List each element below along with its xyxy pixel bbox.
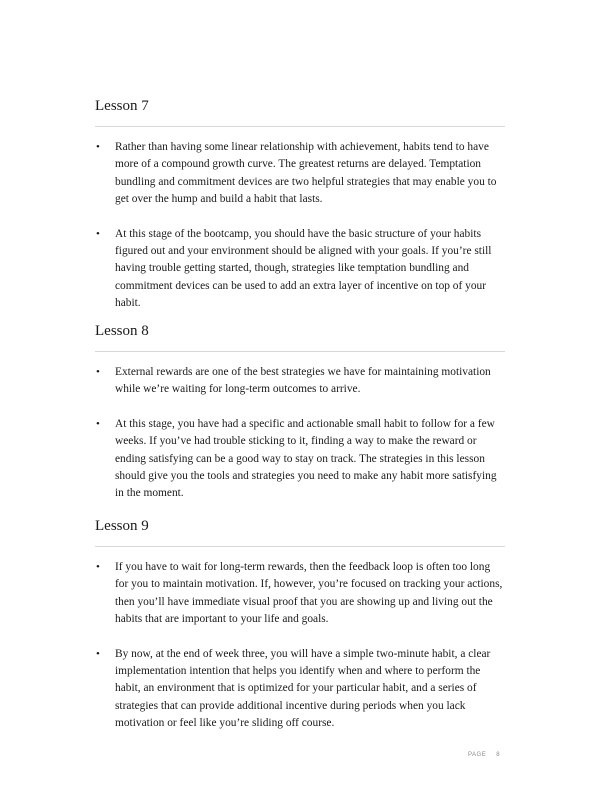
lesson-title: Lesson 7 xyxy=(95,98,149,114)
bullet-text: At this stage of the bootcamp, you should have the basic structure of your habits figured out and your environment should be aligned with your goals. If you’re still having trouble getting started, though, strategies like temptation bundling and commitment devices can be used to add an extra layer of incentive on top of your habit. xyxy=(115,227,492,310)
bullet-list xyxy=(95,364,505,503)
bullet-icon: • xyxy=(96,141,100,153)
bullet-text: By now, at the end of week three, you will have a simple two-minute habit, a clear implementation intention that helps you identify when and where to perform the habit, an environment that is optimized for your particular habit, and a series of strategies that can provide additional incentive during periods when you lack motivation or feel like you’re sliding off course. xyxy=(115,647,491,730)
section-divider xyxy=(95,351,505,352)
bullet-icon: • xyxy=(96,366,100,378)
bullet-item xyxy=(95,139,505,209)
bullet-icon: • xyxy=(96,227,100,240)
bullet-item xyxy=(95,559,505,629)
bullet-list xyxy=(95,559,505,733)
bullet-icon: • xyxy=(96,417,100,430)
page-number: 8 xyxy=(496,752,501,758)
bullet-item xyxy=(95,646,505,733)
page-footer xyxy=(468,752,500,758)
bullet-icon: • xyxy=(96,561,100,573)
lesson-title: Lesson 8 xyxy=(95,323,149,339)
bullet-text: If you have to wait for long-term rewards, then the feedback loop is often too long for you to maintain motivation. If, however, you’re focused on tracking your actions, then you’ll have immediate visual proof that you are showing up and living out the habits that are important to your life and goals. xyxy=(115,561,503,626)
section-divider xyxy=(95,126,505,127)
bullet-text: At this stage, you have had a specific and actionable small habit to follow for a few weeks. If you’ve had trouble sticking to it, finding a way to make the reward or ending satisfying can be a good way to stay on track. The strategies in this lesson should give you the tools and strategies you need to make any habit more satisfying in the moment. xyxy=(115,417,497,500)
bullet-item xyxy=(95,364,505,399)
lesson-section xyxy=(95,516,505,733)
lesson-title: Lesson 9 xyxy=(95,518,149,534)
bullet-text: Rather than having some linear relationship with achievement, habits tend to have more of a compound growth curve. The greatest returns are delayed. Temptation bundling and commitment devices are two helpful strategies that may enable you to get over the hump and build a habit that lasts. xyxy=(115,141,497,206)
section-divider xyxy=(95,546,505,547)
lesson-section xyxy=(95,321,505,503)
bullet-item xyxy=(95,226,505,313)
bullet-icon: • xyxy=(96,647,100,660)
bullet-item xyxy=(95,416,505,503)
bullet-text: External rewards are one of the best strategies we have for maintaining motivation while we’re waiting for long-term outcomes to arrive. xyxy=(115,366,491,396)
bullet-list xyxy=(95,139,505,313)
page-label: PAGE xyxy=(468,752,487,758)
lesson-section xyxy=(95,96,505,313)
